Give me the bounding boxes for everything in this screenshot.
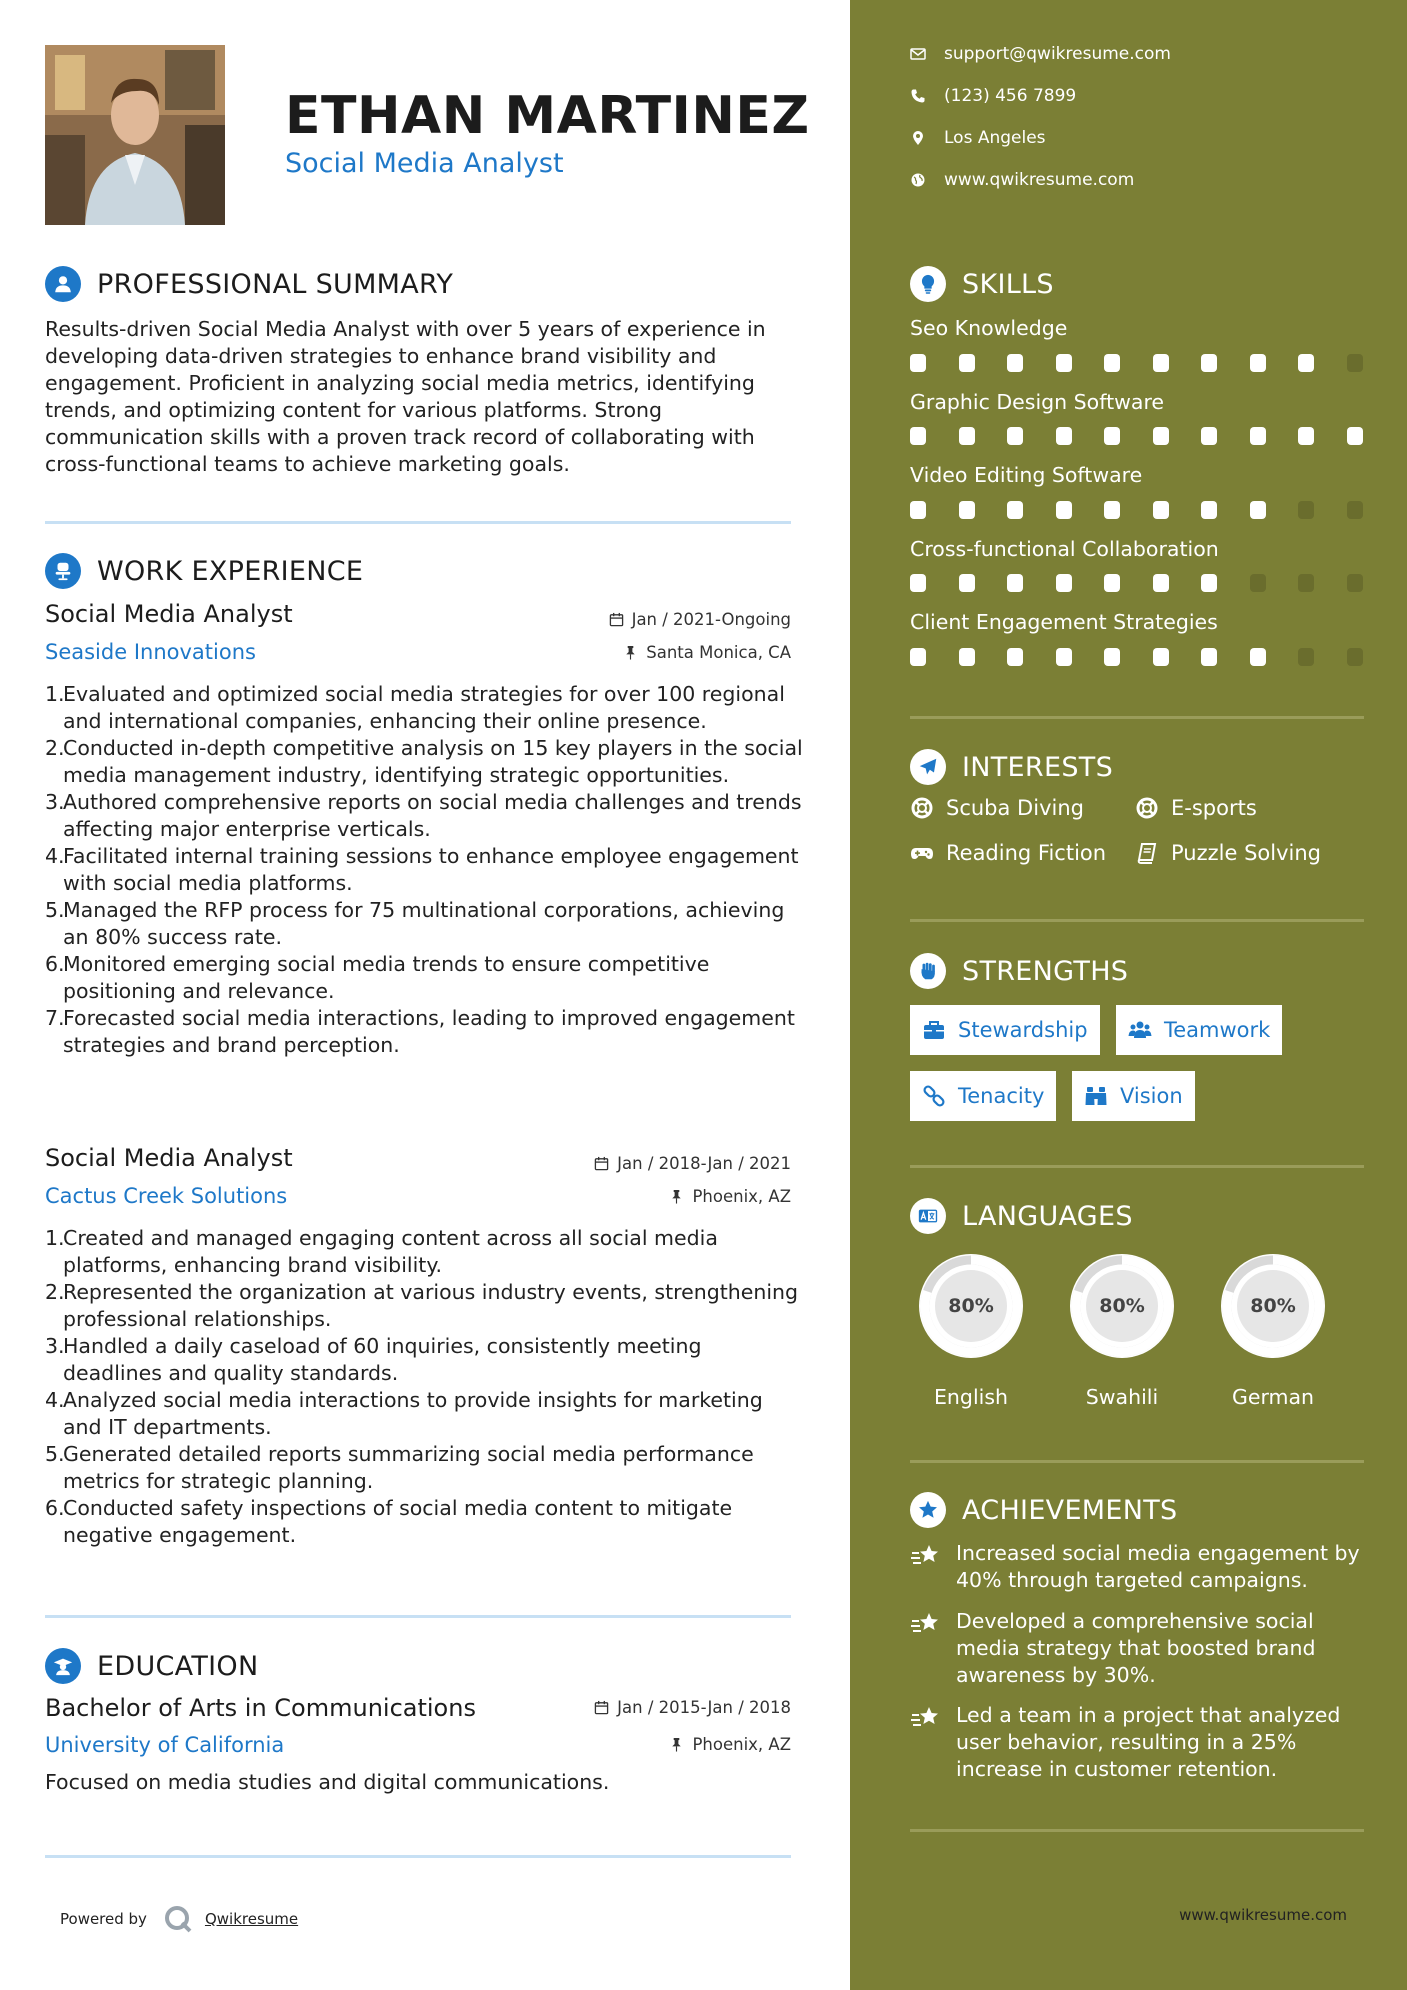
language-item: [910, 1245, 1032, 1409]
contact-website[interactable]: [910, 170, 1134, 190]
achievement-item: Increased social media engagement by 40% through targeted campaigns.: [910, 1540, 1370, 1594]
job-title: Social Media Analyst: [45, 600, 293, 628]
user-icon: [45, 266, 81, 302]
job-dates: [609, 610, 791, 629]
candidate-role: Social Media Analyst: [285, 148, 564, 179]
skill-dot-filled: [1298, 427, 1314, 445]
interests-heading: [910, 749, 1113, 785]
strengths-heading: [910, 953, 1128, 989]
language-name: English: [933, 1385, 1009, 1409]
skill-dot-empty: [1298, 648, 1314, 666]
section-title: ACHIEVEMENTS: [962, 1494, 1178, 1526]
section-title: PROFESSIONAL SUMMARY: [97, 268, 454, 300]
section-title: INTERESTS: [962, 751, 1114, 783]
calendar-icon: [609, 612, 624, 627]
summary-text: Results-driven Social Media Analyst with over 5 years of experience in developing data-driven strategies to enhance brand visibility and engagement. Proficient in analyzing social media metrics, identifying trends, and optimizing content for various platforms. Strong communication skills with a proven track record of collaborating with cross-functional teams to achieve marketing goals.: [45, 317, 766, 476]
lifebuoy-icon: [1135, 796, 1159, 820]
skill-dot-empty: [1347, 574, 1363, 592]
powered-by: [60, 1904, 298, 1934]
powered-by-label: Powered by: [60, 1910, 147, 1928]
skill-dot-filled: [1347, 427, 1363, 445]
achievement-item: Developed a comprehensive social media strategy that boosted brand awareness by 30%.: [910, 1608, 1370, 1689]
list-item: 2. Represented the organization at various industry events, strengthening professional relationships.: [45, 1280, 799, 1331]
contact-email[interactable]: [910, 44, 1171, 64]
skill-dot-empty: [1250, 574, 1266, 592]
translate-icon: [910, 1198, 946, 1234]
skill-dot-filled: [1250, 427, 1266, 445]
skill-dot-empty: [1347, 501, 1363, 519]
skill-rating: [910, 354, 1395, 372]
skill-dot-empty: [1298, 574, 1314, 592]
skill-dot-filled: [1250, 501, 1266, 519]
skill-dot-filled: [1007, 501, 1023, 519]
skill-dot-filled: [910, 354, 926, 372]
list-item: 5. Managed the RFP process for 75 multinational corporations, achieving an 80% success rate.: [45, 898, 785, 949]
list-item: 1. Evaluated and optimized social media strategies for over 100 regional and international companies, enhancing their online presence.: [45, 682, 785, 733]
skill-dot-empty: [1347, 648, 1363, 666]
website-text: www.qwikresume.com: [944, 170, 1135, 190]
skill-dot-filled: [1298, 354, 1314, 372]
skill-dot-filled: [1153, 427, 1169, 445]
divider: [910, 1460, 1364, 1463]
divider: [45, 521, 791, 524]
qwikresume-link[interactable]: Qwikresume: [204, 1910, 299, 1928]
summary-heading: [45, 266, 453, 302]
education-location-text: Phoenix, AZ: [692, 1735, 791, 1754]
skill-dot-filled: [1201, 501, 1217, 519]
link-icon: [922, 1084, 946, 1108]
skill-rating: [910, 648, 1395, 666]
skill-dot-filled: [910, 574, 926, 592]
envelope-icon: [910, 46, 926, 62]
strength-chip: Stewardship: [910, 1005, 1100, 1055]
skill-dot-filled: [1104, 354, 1120, 372]
skill-dot-filled: [1104, 501, 1120, 519]
job-duties: [45, 681, 805, 1059]
pin-icon: [669, 1189, 684, 1204]
interest-item: E-sports: [1135, 796, 1257, 820]
divider: [910, 716, 1364, 719]
skill-dot-filled: [1007, 354, 1023, 372]
pin-icon: [623, 645, 638, 660]
language-percent: 80%: [1099, 1295, 1145, 1317]
skill-dot-filled: [1056, 574, 1072, 592]
graduate-icon: [45, 1648, 81, 1684]
language-percent: 80%: [1250, 1295, 1296, 1317]
education-heading: [45, 1648, 258, 1684]
skill-name: Seo Knowledge: [910, 316, 1068, 340]
languages-heading: [910, 1198, 1133, 1234]
divider: [45, 1615, 791, 1618]
shooting-star-icon: [910, 1704, 942, 1734]
phone-icon: [910, 88, 926, 104]
interest-item: Puzzle Solving: [1135, 841, 1321, 865]
list-item: 1. Created and managed engaging content across all social media platforms, enhancing brand visibility.: [45, 1226, 718, 1277]
skill-dot-filled: [959, 501, 975, 519]
interest-item: Scuba Diving: [910, 796, 1084, 820]
skill-dot-filled: [910, 501, 926, 519]
skill-dot-filled: [1056, 648, 1072, 666]
job-location: [623, 643, 791, 662]
job-company: Cactus Creek Solutions: [45, 1184, 288, 1208]
education-dates: [594, 1698, 791, 1717]
strength-chip: Tenacity: [910, 1071, 1056, 1121]
job-duties: [45, 1225, 805, 1549]
users-icon: [1128, 1018, 1152, 1042]
degree: Bachelor of Arts in Communications: [45, 1694, 476, 1722]
skill-rating: [910, 574, 1395, 592]
skill-dot-empty: [1298, 501, 1314, 519]
skill-dot-filled: [1056, 501, 1072, 519]
contact-location: [910, 128, 1046, 148]
list-item: 7. Forecasted social media interactions, leading to improved engagement strategies and brand perception.: [45, 1006, 795, 1057]
sidebar: [850, 0, 1407, 1990]
gamepad-icon: [910, 841, 934, 865]
chair-icon: [45, 553, 81, 589]
skill-dot-empty: [1347, 354, 1363, 372]
skill-dot-filled: [1104, 574, 1120, 592]
candidate-name: ETHAN MARTINEZ: [285, 86, 810, 146]
language-item: [1212, 1245, 1334, 1409]
language-item: [1061, 1245, 1183, 1409]
skill-dot-filled: [959, 427, 975, 445]
education-description: Focused on media studies and digital communications.: [45, 1770, 610, 1794]
calendar-icon: [594, 1700, 609, 1715]
list-item: 3. Authored comprehensive reports on social media challenges and trends affecting major enterprise verticals.: [45, 790, 802, 841]
language-name: German: [1231, 1385, 1315, 1409]
job-dates-text: Jan / 2021-Ongoing: [631, 610, 791, 629]
skill-dot-filled: [1201, 427, 1217, 445]
job-dates: [594, 1154, 791, 1173]
email-text: support@qwikresume.com: [944, 44, 1171, 64]
skill-name: Client Engagement Strategies: [910, 610, 1218, 634]
skill-name: Video Editing Software: [910, 463, 1143, 487]
list-item: 2. Conducted in-depth competitive analysis on 15 key players in the social media management industry, identifying strategic opportunities.: [45, 736, 803, 787]
skill-name: Cross-functional Collaboration: [910, 537, 1219, 561]
skill-dot-filled: [1153, 648, 1169, 666]
skill-dot-filled: [1201, 354, 1217, 372]
list-item: 4. Analyzed social media interactions to provide insights for marketing and IT departments.: [45, 1388, 763, 1439]
skill-dot-filled: [1201, 648, 1217, 666]
achievement-item: Led a team in a project that analyzed user behavior, resulting in a 25% increase in customer retention.: [910, 1702, 1370, 1783]
list-item: 6. Conducted safety inspections of social media content to mitigate negative engagement.: [45, 1496, 733, 1547]
skill-dot-filled: [1250, 354, 1266, 372]
shooting-star-icon: [910, 1542, 942, 1572]
skill-rating: [910, 501, 1395, 519]
lifebuoy-icon: [910, 796, 934, 820]
calendar-icon: [594, 1156, 609, 1171]
list-item: 4. Facilitated internal training sessions to enhance employee engagement with social media platforms.: [45, 844, 799, 895]
section-title: STRENGTHS: [962, 955, 1129, 987]
footer-website-link[interactable]: www.qwikresume.com: [1179, 1906, 1347, 1924]
skill-dot-filled: [1104, 648, 1120, 666]
divider: [45, 1855, 791, 1858]
section-title: LANGUAGES: [962, 1200, 1133, 1232]
contact-phone[interactable]: [910, 86, 1076, 106]
paper-plane-icon: [910, 749, 946, 785]
section-title: SKILLS: [962, 268, 1054, 300]
lightbulb-icon: [910, 266, 946, 302]
skill-name: Graphic Design Software: [910, 390, 1165, 414]
list-item: 6. Monitored emerging social media trends to ensure competitive positioning and relevance.: [45, 952, 710, 1003]
skill-dot-filled: [959, 648, 975, 666]
map-pin-icon: [910, 130, 926, 146]
divider: [910, 1165, 1364, 1168]
star-badge-icon: [910, 1492, 946, 1528]
job-company: Seaside Innovations: [45, 640, 256, 664]
job-location-text: Santa Monica, CA: [646, 643, 791, 662]
fist-icon: [910, 953, 946, 989]
section-title: EDUCATION: [97, 1650, 259, 1682]
skill-dot-filled: [1007, 648, 1023, 666]
skill-dot-filled: [1007, 574, 1023, 592]
skill-dot-filled: [959, 354, 975, 372]
book-icon: [1135, 841, 1159, 865]
skills-heading: [910, 266, 1054, 302]
list-item: 3. Handled a daily caseload of 60 inquiries, consistently meeting deadlines and quality standards.: [45, 1334, 702, 1385]
experience-heading: [45, 553, 363, 589]
skill-dot-filled: [1153, 354, 1169, 372]
skill-dot-filled: [1153, 501, 1169, 519]
shooting-star-icon: [910, 1610, 942, 1640]
language-percent: 80%: [948, 1295, 994, 1317]
language-name: Swahili: [1085, 1385, 1159, 1409]
divider: [910, 919, 1364, 922]
globe-icon: [910, 172, 926, 188]
skill-dot-filled: [910, 427, 926, 445]
skill-dot-filled: [1153, 574, 1169, 592]
strength-chip: Vision: [1072, 1071, 1195, 1121]
skill-dot-filled: [1056, 427, 1072, 445]
pin-icon: [669, 1737, 684, 1752]
job-location: [669, 1187, 791, 1206]
phone-text: (123) 456 7899: [944, 86, 1077, 106]
qwikresume-logo-icon: [163, 1904, 193, 1934]
education-location: [669, 1735, 791, 1754]
section-title: WORK EXPERIENCE: [97, 555, 364, 587]
school: University of California: [45, 1733, 285, 1757]
job-dates-text: Jan / 2018-Jan / 2021: [617, 1154, 791, 1173]
skill-dot-filled: [1056, 354, 1072, 372]
skill-dot-filled: [1104, 427, 1120, 445]
skill-dot-filled: [959, 574, 975, 592]
education-dates-text: Jan / 2015-Jan / 2018: [617, 1698, 791, 1717]
achievements-heading: [910, 1492, 1178, 1528]
strength-chip: Teamwork: [1116, 1005, 1282, 1055]
skill-dot-filled: [1007, 427, 1023, 445]
skill-dot-filled: [910, 648, 926, 666]
briefcase-icon: [922, 1018, 946, 1042]
divider: [910, 1829, 1364, 1832]
job-location-text: Phoenix, AZ: [692, 1187, 791, 1206]
binoculars-icon: [1084, 1084, 1108, 1108]
skill-dot-filled: [1201, 574, 1217, 592]
location-text: Los Angeles: [944, 128, 1046, 148]
job-title: Social Media Analyst: [45, 1144, 293, 1172]
skill-rating: [910, 427, 1395, 445]
profile-photo: [45, 45, 225, 225]
skill-dot-filled: [1250, 648, 1266, 666]
interest-item: Reading Fiction: [910, 841, 1106, 865]
list-item: 5. Generated detailed reports summarizing social media performance metrics for strategic planning.: [45, 1442, 754, 1493]
